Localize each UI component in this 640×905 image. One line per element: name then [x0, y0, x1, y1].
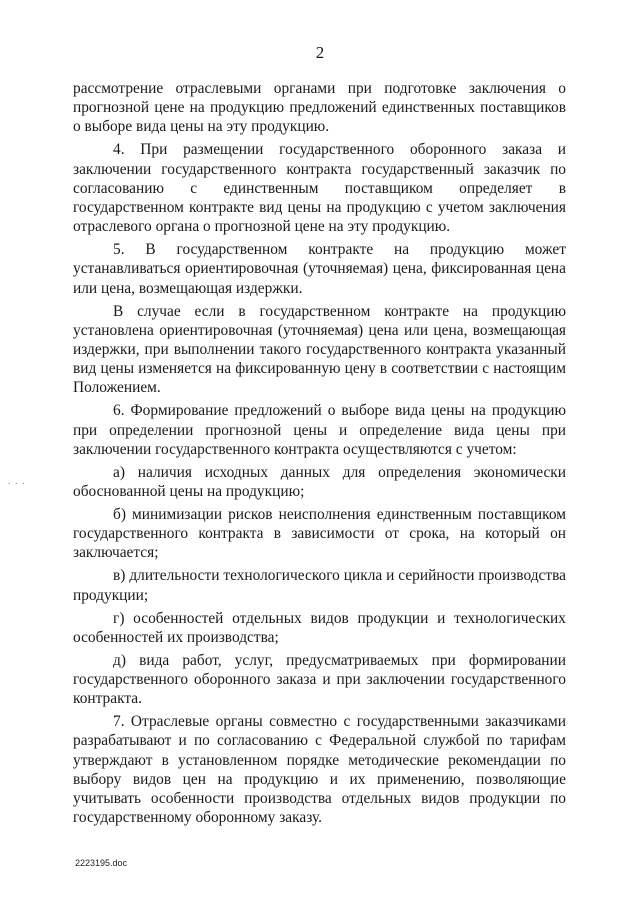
margin-mark: . . .: [8, 476, 26, 487]
paragraph-item-4: 4. При размещении государственного оборонного заказа и заключении государственного контракта государственный заказчик по согласованию с единственным поставщиком определяет в государственном контракте вид цены на продукцию с учетом заключения отраслевого органа о прогнозной цене на эту продукцию.: [73, 141, 566, 236]
file-name-footer: 2223195.doc: [75, 858, 128, 868]
paragraph-item-6: 6. Формирование предложений о выборе вида цены на продукцию при определении прогнозной цены и определение вида цены при заключении государственного контракта осуществляются с учетом:: [73, 402, 566, 458]
page-number: 2: [315, 43, 325, 62]
subitem-v: в) длительности технологического цикла и серийности производства продукции;: [73, 567, 566, 604]
document-body: [73, 79, 566, 831]
subitem-d: д) вида работ, услуг, предусматриваемых при формировании государственного оборонного заказа и при заключении государственного контракта.: [73, 651, 566, 708]
paragraph-item-5-note: В случае если в государственном контракте на продукцию установлена ориентировочная (уточняемая) цена или цена, возмещающая издержки, при выполнении такого государственного контракта указанный вид цены изменяется на фиксированную цену в соответствии с настоящим Положением.: [73, 302, 566, 397]
paragraph-item-5: 5. В государственном контракте на продукцию может устанавливаться ориентировочная (уточняемая) цена, фиксированная цена или цена, возмещающая издержки.: [73, 241, 566, 297]
subitem-g: г) особенностей отдельных видов продукции и технологических особенностей их производства;: [73, 609, 566, 646]
subitem-a: а) наличия исходных данных для определения экономически обоснованной цены на продукцию;: [73, 463, 566, 501]
paragraph-continuation: рассмотрение отраслевыми органами при подготовке заключения о прогнозной цене на продукцию предложений единственных поставщиков о выборе вида цены на эту продукцию.: [73, 80, 566, 136]
paragraph-item-7: 7. Отраслевые органы совместно с государственными заказчиками разрабатывают и по согласованию с Федеральной службой по тарифам утверждают в установленном порядке методические рекомендации по выбору видов цен на продукцию и их применению, позволяющие учитывать особенности производства отдельных видов продукции по государственному оборонному заказу.: [73, 713, 566, 827]
subitem-b: б) минимизации рисков неисполнения единственным поставщиком государственного контракта в зависимости от срока, на который он заключается;: [73, 506, 566, 562]
